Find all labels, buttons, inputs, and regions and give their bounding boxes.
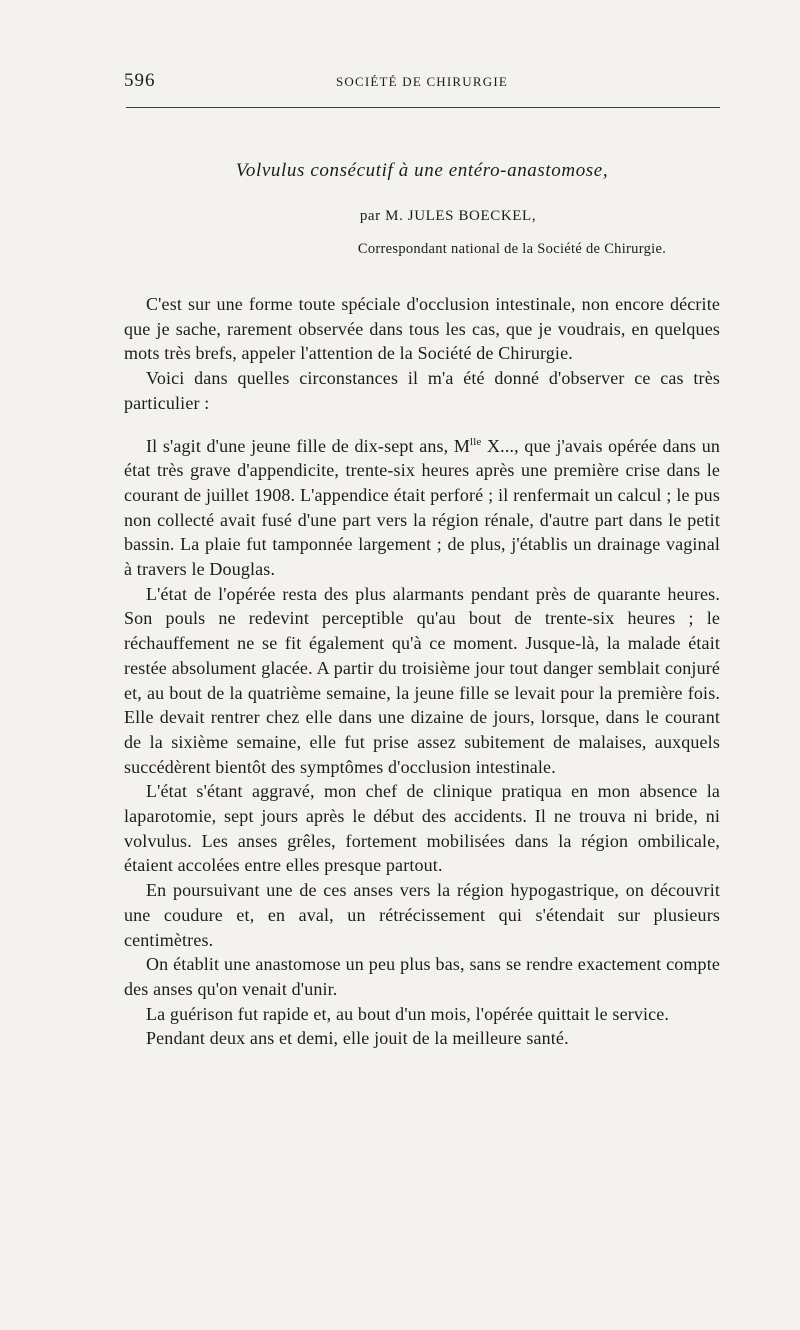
header-rule [126, 107, 720, 108]
page-number: 596 [124, 70, 156, 91]
paragraph: L'état de l'opérée resta des plus alarmants pendant près de quarante heures. Son pouls ne redevint perceptible qu'au bout de trente-six heures ; le réchauffement ne se fit également qu'à ce moment. Jusque-là, la malade était restée absolument glacée. A partir du troisième jour tout danger semblait conjuré et, au bout de la quatrième semaine, la jeune fille se levait pour la première fois. Elle devait rentrer chez elle dans une dizaine de jours, lorsque, dans le courant de la sixième semaine, elle fut prise assez subitement de malaises, auxquels succédèrent bientôt des symptômes d'occlusion intestinale. [124, 583, 720, 777]
paragraph-start: Il s'agit d'une jeune fille de dix-sept ans, M [146, 435, 471, 456]
author-affiliation: Correspondant national de la Société de Chirurgie. [357, 241, 667, 257]
article-author: par M. JULES BOECKEL, [359, 208, 537, 224]
document-page [124, 0, 720, 1330]
paragraph: La guérison fut rapide et, au bout d'un mois, l'opérée quittait le service. [146, 1003, 670, 1024]
paragraph-continuation: X..., que j'avais opérée dans un état très grave d'appendicite, trente-six heures après une première crise dans le courant de juillet 1908. L'appendice était perforé ; il renfermait un calcul ; le pus non collecté avait fusé d'une part vers la région rénale, d'autre part dans le petit bassin. La plaie fut tamponnée largement ; de plus, j'établis un drainage vaginal à travers le Douglas. [124, 435, 721, 580]
paragraph: On établit une anastomose un peu plus bas, sans se rendre exactement compte des anses qu'on venait d'unir. [124, 954, 720, 999]
paragraph: Pendant deux ans et demi, elle jouit de la meilleure santé. [146, 1028, 569, 1049]
article-title: Volvulus consécutif à une entéro-anastomose, [235, 160, 609, 181]
article-body [124, 292, 720, 1051]
paragraph: L'état s'étant aggravé, mon chef de clinique pratiqua en mon absence la laparotomie, sept jours après le début des accidents. Il ne trouva ni bride, ni volvulus. Les anses grêles, fortement mobilisées dans la région ombilicale, étaient accolées entre elles presque partout. [124, 781, 720, 876]
paragraph: Voici dans quelles circonstances il m'a été donné d'observer ce cas très particulier : [124, 368, 720, 413]
paragraph: C'est sur une forme toute spéciale d'occlusion intestinale, non encore décrite que je sache, rarement observée dans tous les cas, que je voudrais, en quelques mots très brefs, appeler l'attention de la Société de Chirurgie. [124, 294, 720, 364]
superscript: lle [470, 435, 482, 448]
paragraph [124, 434, 720, 582]
running-title: SOCIÉTÉ DE CHIRURGIE [335, 74, 509, 89]
page-header [124, 66, 720, 96]
paragraph: En poursuivant une de ces anses vers la région hypogastrique, on découvrit une coudure et, en aval, un rétrécissement qui s'étendait sur plusieurs centimètres. [124, 880, 720, 950]
